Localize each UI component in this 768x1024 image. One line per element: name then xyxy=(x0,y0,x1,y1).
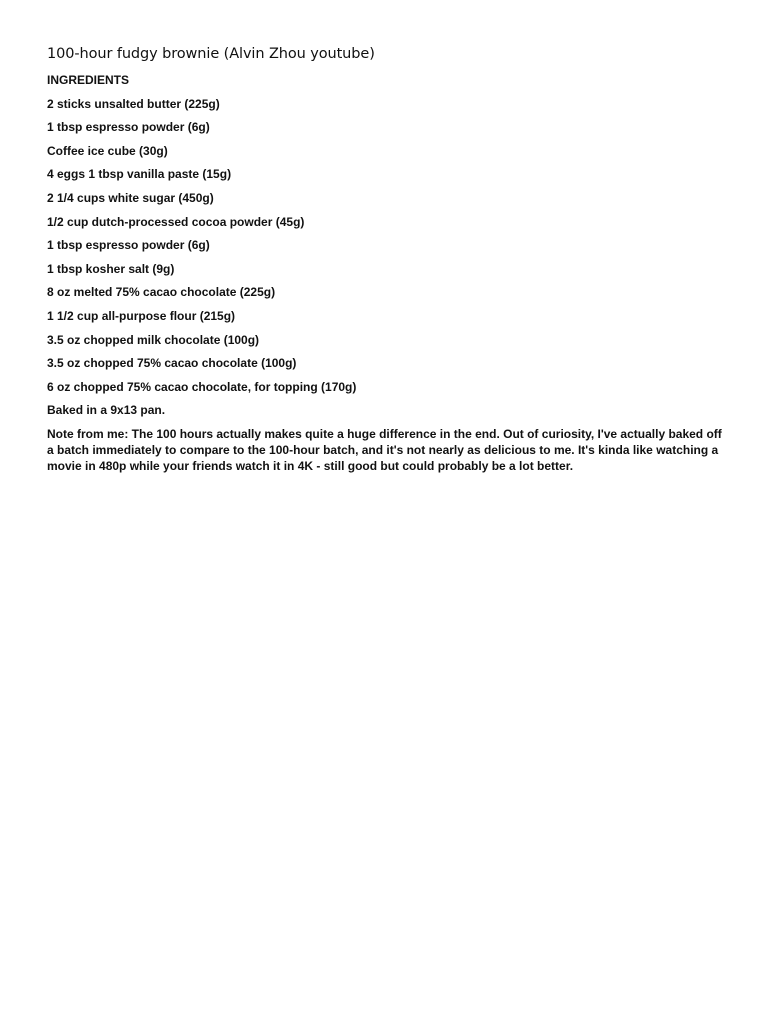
ingredient-item: 2 sticks unsalted butter (225g) xyxy=(47,96,220,111)
recipe-document xyxy=(47,44,727,474)
ingredient-item: 3.5 oz chopped 75% cacao chocolate (100g) xyxy=(47,356,297,371)
ingredient-item: 1 tbsp kosher salt (9g) xyxy=(47,261,175,276)
recipe-title: 100-hour fudgy brownie (Alvin Zhou youtube) xyxy=(47,46,375,62)
ingredients-list xyxy=(47,96,727,403)
ingredient-item: 3.5 oz chopped milk chocolate (100g) xyxy=(47,332,260,347)
baking-pan-note: Baked in a 9x13 pan. xyxy=(47,403,166,418)
ingredients-heading: INGREDIENTS xyxy=(47,73,130,87)
ingredient-item: 2 1/4 cups white sugar (450g) xyxy=(47,190,214,205)
ingredient-item: 1 tbsp espresso powder (6g) xyxy=(47,120,210,135)
ingredient-item: 8 oz melted 75% cacao chocolate (225g) xyxy=(47,285,276,300)
ingredient-item: Coffee ice cube (30g) xyxy=(47,143,168,158)
ingredient-item: 1 1/2 cup all-purpose flour (215g) xyxy=(47,308,236,323)
personal-note: Note from me: The 100 hours actually makes quite a huge difference in the end. Out of curiosity, I've actually baked off a batch immediately to compare to the 100-hour batch, and it's not nearly as delicious to me. It's kinda like watching a movie in 480p while your friends watch it in 4K - still good but could probably be a lot better. xyxy=(47,426,722,473)
ingredient-item: 1/2 cup dutch-processed cocoa powder (45g) xyxy=(47,214,305,229)
ingredient-item: 4 eggs 1 tbsp vanilla paste (15g) xyxy=(47,167,232,182)
ingredient-item: 6 oz chopped 75% cacao chocolate, for topping (170g) xyxy=(47,379,357,394)
ingredient-item: 1 tbsp espresso powder (6g) xyxy=(47,238,210,253)
